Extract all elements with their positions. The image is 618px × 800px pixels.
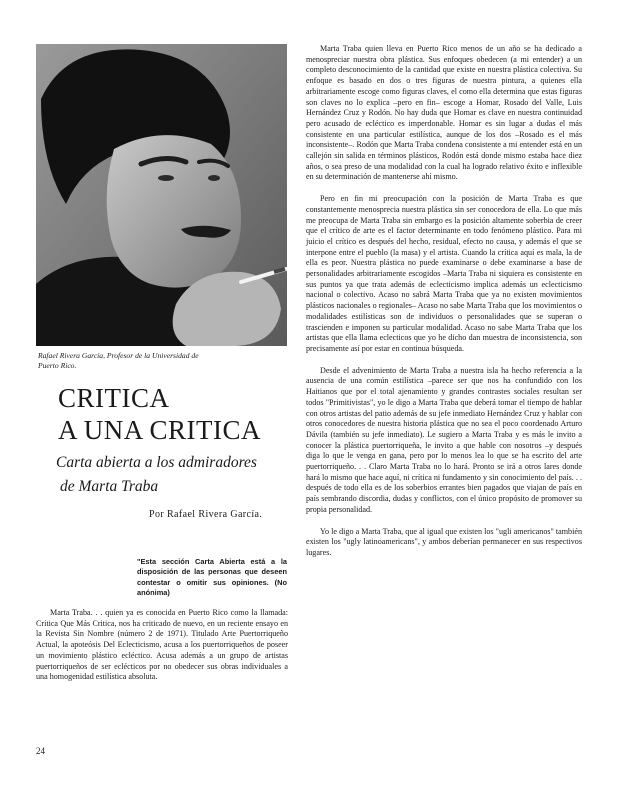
body-paragraph: Pero en fin mi preocupación con la posición de Marta Traba es que constantemente menosprecia nuestra plástica sin ser conocedora de ella. Lo que más me preocupa de Marta Traba sin embargo es la posición altamente soberbia de creer que el crítico de arte es el factor determinante en todo fenómeno plástico. Para mi juicio el crítico es después del hecho, residual, efecto no causa, y además el que se interpone entre el pueblo (la masa) y el artista. Cuando la crítica aquí es mala, la de ella es peor. Nuestra plástica no puede examinarse o debe examinarse a base de personalidades arbitrariamente escogidos –Marta Traba ni siquiera es consistente en sus puntos ya que trata además de eclecticismo implica además un eclecticismo nacional o colectivo. Acaso no sabrá Marta Traba que ya no existen movimientos plásticos nacionales o regionales– Acaso no sabe Marta Traba que los movimientos o modalidades estilísticas son de individuos o personalidades que se superan o trascienden e imponen su particular modalidad. Acaso no sabe Marta Traba que los artistas que ella llama eclecticos que yo he dicho dan muestra de inconsistencia, son precisamente así por estar en continua búsqueda. (306, 194, 582, 353)
right-column (306, 44, 582, 570)
subtitle-line-1: Carta abierta a los admiradores (56, 454, 257, 471)
author-portrait-photo (36, 44, 287, 346)
subtitle-line-2: de Marta Traba (60, 478, 159, 495)
page-number: 24 (36, 746, 45, 756)
article-subtitle (56, 451, 257, 499)
headline-line-2: A UNA CRITICA (58, 415, 262, 445)
portrait-illustration (36, 44, 287, 346)
body-paragraph: Desde el advenimiento de Marta Traba a nuestra isla ha hecho referencia a la ausencia de una común estilística –parece ser que nos ha confundido con los Haitianos que por el total ajenamiento y grandes contrastes sociales resultan ser todos "Primitivistas", yo le digo a Marta Traba que deberá tomar el tiempo de hablar con otros artistas del patio además de su jefe inmediato Hernández Cruz y hablar con otros conocedores de nuestra historia plástica que no sea el poco coordenado Arturo Dávila (también su jefe inmediato). Le sugiero a Marta Traba y es más le invito a conocer la plástica puertorriqueña, le invito a que hable con nosotros –y después diga lo que le venga en gana, pero por lo menos lea lo que se ha escrito del arte puertorriqueño. . . Claro Marta Traba no lo hará. Pronto se irá a otros lares donde hará lo mismo que hace aquí, ni crítica ni fundamento y sin conocimiento del país. . . después de todo ella es de los soberbios errantes bien pagados que viajan de país en país sembrando discordia, dudas y conflictos, con el único propósito de promover su propia personalidad. (306, 365, 582, 514)
body-paragraph: Marta Traba quien lleva en Puerto Rico menos de un año se ha dedicado a menospreciar nuestra obra plástica. Sus enfoques obedecen (a mi entender) a un completo desconocimiento de la cantidad que existe en nuestra plástica colectiva. Su enfoque es basado en dos o tres figuras de nuestra pintura, a quienes ella arbitrariamente escoge como figuras claves, el como ella determina que estas figuras son claves no lo explica –pero en fin– escoge a Homar, Rosado del Valle, Luis Hernández Cruz y Rodón. No hay duda que Homar es clave en nuestra continuidad pero acusado de ecléctico es imperdonable. Homar es sin lugar a dudas el más consistente en una particular estilística, aunque de los dos –Rosado es el más inconsistente–. Rodón que Marta Traba condena consistente a mi entender está en un callejón sin salida en términos plásticos, Rodón está donde mismo estaba hace diez años, o sea preso de una modalidad con la cual ha logrado relativo éxito e inflexible en su determinación de mantenerse ahí mismo. (306, 44, 582, 182)
headline-line-1: CRITICA (58, 383, 170, 413)
article-headline (58, 382, 261, 446)
editor-note: "Esta sección Carta Abierta está a la disposición de las personas que deseen contestar o omitir sus opiniones. (No anónima) (137, 557, 287, 598)
body-paragraph: Yo le digo a Marta Traba, que al igual que existen los "ugli americanos" también existen los "ugly latinoamericans", y ambos deberían permanecer en sus respectivos lugares. (306, 526, 582, 557)
photo-caption: Rafael Rivera García, Profesor de la Universidad de Puerto Rico. (38, 351, 199, 370)
author-byline: Por Rafael Rivera García. (149, 509, 263, 520)
intro-paragraph: Marta Traba. . . quien ya es conocida en Puerto Rico como la llamada: Crítica Que Más Critica, nos ha criticado de nuevo, en un reciente ensayo en la Revista Sin Nombre (número 2 de 1971). Titulado Arte Puertorriqueño Actual, la apoteósis Del Eclecticismo, acusa a los puertorriqueños de poseer un movimiento plástico ecléctico. Acusa además a un grupo de artistas puertorriqueños de ser eclécticos por no obedecer sus obras individuales a una homogenidad estilística absoluta. (36, 608, 288, 682)
